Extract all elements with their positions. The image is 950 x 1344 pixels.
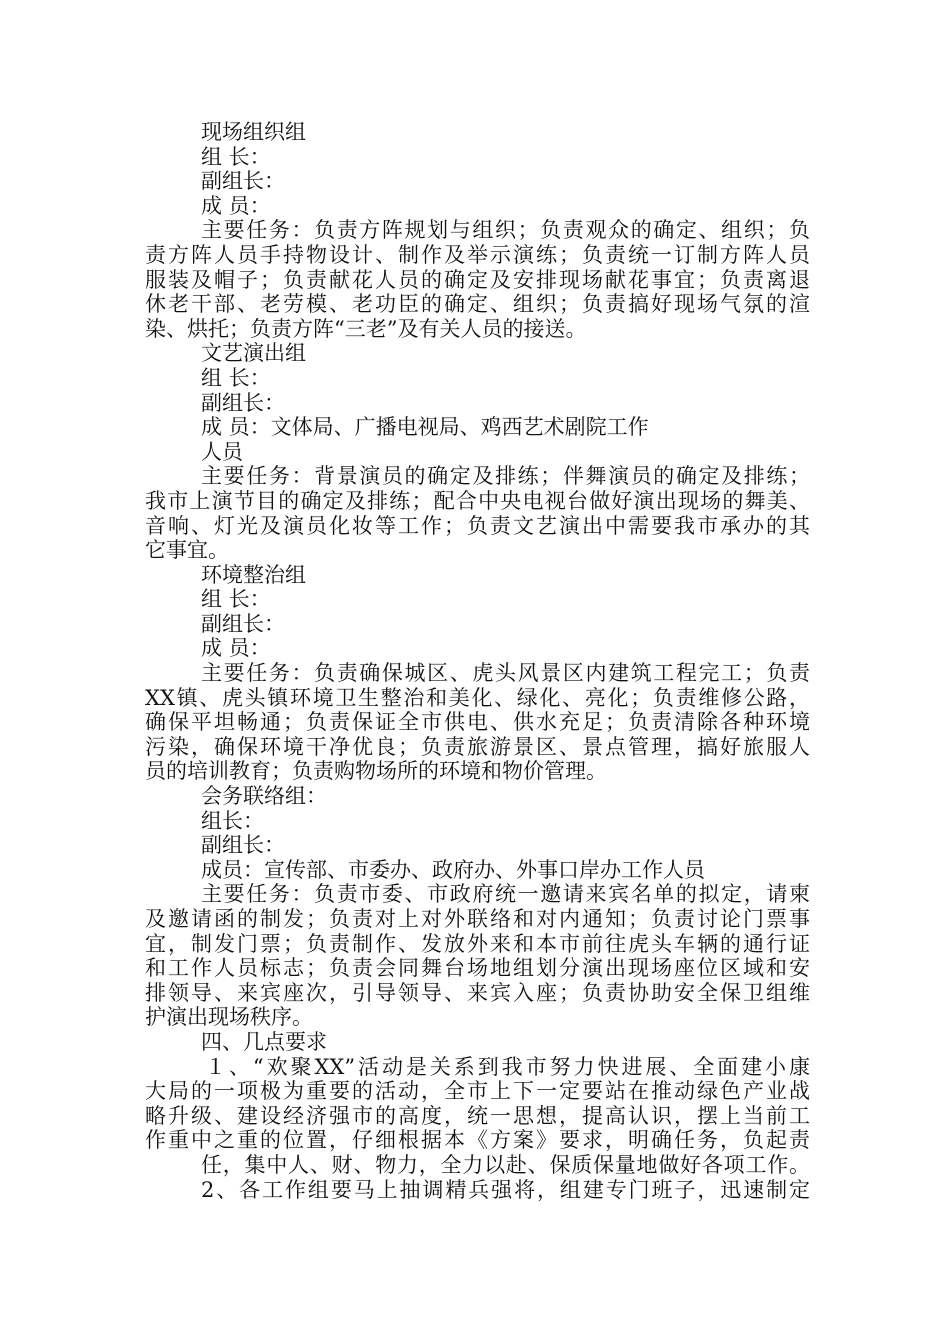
- text-line: 作重中之重的位置，仔细根据本《方案》要求，明确任务，负起责: [145, 1128, 810, 1153]
- text-line: 主要任务：负责方阵规划与组织；负责观众的确定、组织；负: [201, 218, 810, 243]
- text-line: 排领导、来宾座次，引导领导、来宾入座；负责协助安全保卫组维: [145, 980, 810, 1005]
- text-line: 染、烘托；负责方阵“三老”及有关人员的接送。: [145, 316, 587, 341]
- text-line: 成 员：文体局、广播电视局、鸡西艺术剧院工作: [201, 415, 649, 440]
- text-line: 确保平坦畅通；负责保证全市供电、供水充足；负责清除各种环境: [145, 710, 810, 735]
- text-line: 大局的一项极为重要的活动，全市上下一定要站在推动绿色产业战: [145, 1079, 810, 1104]
- text-line: 环境整治组: [201, 562, 306, 587]
- text-line: 略升级、建设经济强市的高度，统一思想，提高认识，摆上当前工: [145, 1103, 810, 1128]
- text-line: 四、几点要求: [201, 1029, 327, 1054]
- text-line: １、“欢聚XX”活动是关系到我市努力快进展、全面建小康: [205, 1054, 810, 1079]
- text-line: 它事宜。: [145, 538, 229, 563]
- text-line: 主要任务：背景演员的确定及排练；伴舞演员的确定及排练；: [201, 464, 810, 489]
- text-line: 主要任务：负责市委、市政府统一邀请来宾名单的拟定，请柬: [201, 882, 810, 907]
- text-line: 污染，确保环境干净优良；负责旅游景区、景点管理，搞好旅服人: [145, 734, 810, 759]
- text-line: 成员：宣传部、市委办、政府办、外事口岸办工作人员: [201, 857, 705, 882]
- text-line: 护演出现场秩序。: [145, 1005, 313, 1030]
- text-line: 副组长：: [201, 390, 285, 415]
- text-line: 副组长：: [201, 611, 285, 636]
- text-line: 宜，制发门票；负责制作、发放外来和本市前往虎头车辆的通行证: [145, 931, 810, 956]
- text-line: 休老干部、老劳模、老功臣的确定、组织；负责搞好现场气氛的渲: [145, 292, 810, 317]
- text-line: 员的培训教育；负责购物场所的环境和物价管理。: [145, 759, 607, 784]
- text-line: 文艺演出组: [201, 341, 306, 366]
- text-line: 会务联络组：: [201, 784, 327, 809]
- text-line: 2、各工作组要马上抽调精兵强将，组建专门班子，迅速制定: [201, 1177, 810, 1202]
- text-line: 和工作人员标志；负责会同舞台场地组划分演出现场座位区域和安: [145, 956, 810, 981]
- text-line: 成 员：: [201, 193, 271, 218]
- text-line: 副组长：: [201, 833, 285, 858]
- text-line: 成 员：: [201, 636, 271, 661]
- text-line: 及邀请函的制发；负责对上对外联络和对内通知；负责讨论门票事: [145, 907, 810, 931]
- text-line: 现场组织组: [201, 120, 306, 144]
- text-line: 我市上演节目的确定及排练；配合中央电视台做好演出现场的舞美、: [145, 488, 810, 513]
- text-line: 副组长：: [201, 169, 285, 194]
- text-line: 组 长：: [201, 587, 271, 612]
- text-line: 组长：: [201, 808, 264, 833]
- text-line: 责方阵人员手持物设计、制作及举示演练；负责统一订制方阵人员: [145, 242, 810, 267]
- text-line: XX镇、虎头镇环境卫生整治和美化、绿化、亮化；负责维修公路，: [145, 685, 810, 710]
- text-line: 音响、灯光及演员化妆等工作；负责文艺演出中需要我市承办的其: [145, 513, 810, 538]
- text-line: 任，集中人、财、物力，全力以赴、保质保量地做好各项工作。: [201, 1152, 810, 1177]
- text-line: 服装及帽子；负责献花人员的确定及安排现场献花事宜；负责离退: [145, 267, 810, 292]
- document-body: [145, 120, 810, 1202]
- text-line: 组 长：: [201, 144, 271, 169]
- text-line: 主要任务：负责确保城区、虎头风景区内建筑工程完工；负责: [201, 661, 810, 686]
- text-line: 人员: [201, 439, 243, 464]
- text-line: 组 长：: [201, 365, 271, 390]
